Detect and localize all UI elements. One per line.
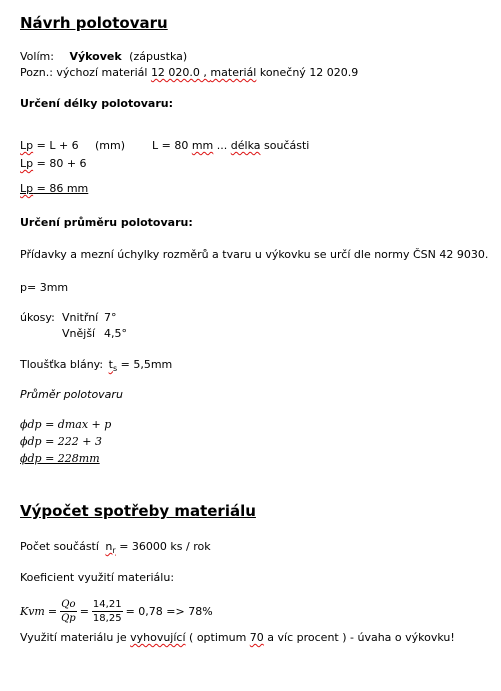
lp-result: = 86 mm — [33, 182, 89, 195]
outer-value: 4,5° — [104, 327, 127, 340]
thickness-line — [20, 358, 172, 373]
thickness-value: = 5,5mm — [120, 358, 173, 371]
pozn-prefix: Pozn.: výchozí materiál — [20, 66, 148, 79]
count-line — [20, 540, 211, 555]
l-soucasti: součásti — [260, 139, 310, 152]
count-eq: = — [115, 540, 132, 553]
formula-1: ϕdp = dmax + p — [20, 418, 112, 431]
fraction-numerator: 14,21 — [92, 599, 122, 610]
qo-symbol: Qo — [61, 599, 76, 610]
count-subscript: r — [112, 546, 116, 556]
l-unit: mm — [191, 139, 214, 152]
l-delka: délka — [230, 139, 261, 152]
thickness-symbol: t — [108, 358, 113, 371]
count-label: Počet součástí — [20, 540, 99, 553]
length-line-2 — [20, 157, 87, 170]
length-line-3 — [20, 182, 88, 195]
lp-unit: (mm) — [95, 139, 126, 152]
count-value: 36000 — [131, 540, 167, 553]
value-fraction — [92, 598, 123, 625]
lp-formula-2: = 80 + 6 — [33, 157, 87, 170]
formula-3: ϕdp = 228mm — [20, 452, 100, 465]
util-prefix: Využití materiálu je — [20, 631, 131, 644]
qp-symbol: Qp — [61, 613, 76, 624]
inner-label: Vnitřní — [62, 311, 99, 324]
pozn-material-word: materiál — [210, 66, 257, 79]
lp-symbol-2: Lp — [20, 157, 34, 170]
volim-line — [20, 50, 187, 63]
l-value: L = 80 — [152, 139, 189, 152]
volim-label: Volím: — [20, 50, 54, 63]
pozn-separator: , — [199, 66, 211, 79]
kvm-formula: Kvm = $\frac{Qo}{Qp}$ = $\frac{14,21}{18,25}$ = 0,78 => 78% — [20, 599, 213, 624]
volim-value: Výkovek — [69, 50, 122, 63]
util-num: 70 — [249, 631, 264, 644]
kvm-symbol: Kvm — [20, 605, 45, 618]
thickness-label: Tloušťka blány: — [20, 358, 104, 371]
volim-note: (zápustka) — [129, 50, 188, 63]
fraction-denominator: 18,25 — [92, 613, 122, 624]
pozn-suffix: konečný 12 020.9 — [256, 66, 359, 79]
qo-qp-fraction — [60, 598, 77, 625]
inner-value: 7° — [104, 311, 117, 324]
pozn-line — [20, 66, 358, 79]
page-title: Návrh polotovaru — [20, 14, 168, 32]
thickness-subscript: s — [112, 364, 118, 374]
count-symbol: n — [105, 540, 113, 553]
length-heading: Určení délky polotovaru: — [20, 97, 174, 110]
lp-symbol-3: Lp — [20, 182, 34, 195]
coef-label: Koeficient využití materiálu: — [20, 571, 175, 584]
diameter-heading: Určení průměru polotovaru: — [20, 216, 193, 229]
prumer-label: Průměr polotovaru — [20, 388, 123, 401]
length-line-1 — [20, 139, 310, 152]
ukosy-label: úkosy: — [20, 311, 55, 324]
util-suffix: a víc procent ) - úvaha o výkovku! — [263, 631, 455, 644]
consumption-heading: Výpočet spotřeby materiálu — [20, 502, 256, 520]
kvm-result: = 0,78 => 78% — [125, 605, 213, 618]
formula-2: ϕdp = 222 + 3 — [20, 435, 102, 448]
pozn-material-1: 12 020.0 — [150, 66, 200, 79]
norm-text: Přídavky a mezní úchylky rozměrů a tvaru u výkovku se určí dle normy ČSN 42 9030. — [20, 248, 489, 261]
l-dots: ... — [213, 139, 231, 152]
outer-label: Vnější — [62, 327, 96, 340]
lp-symbol: Lp — [20, 139, 34, 152]
lp-formula: = L + 6 — [33, 139, 79, 152]
utilization-line — [20, 631, 455, 644]
p-value: p= 3mm — [20, 281, 69, 294]
count-unit: ks / rok — [166, 540, 211, 553]
util-mid: ( optimum — [185, 631, 250, 644]
util-word: vyhovující — [130, 631, 186, 644]
